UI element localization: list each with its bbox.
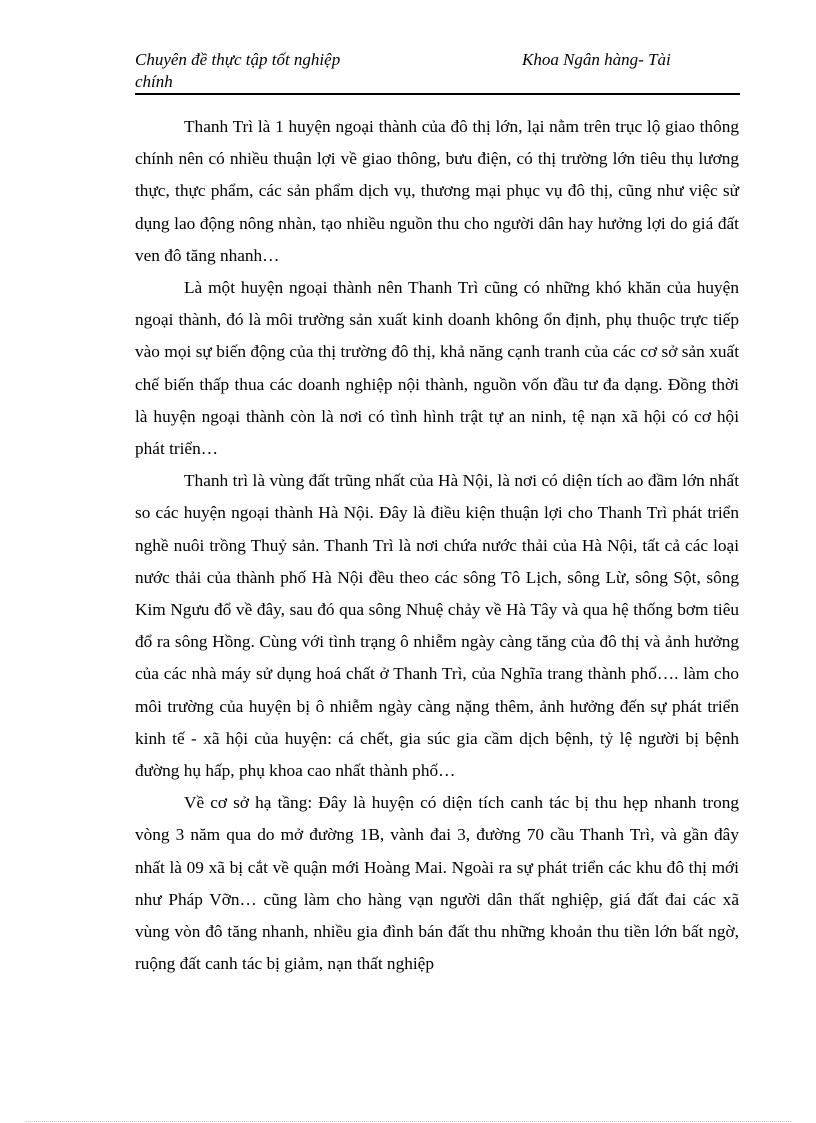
paragraph-1: Thanh Trì là 1 huyện ngoại thành của đô thị lớn, lại nằm trên trục lộ giao thông chính nên có nhiều thuận lợi về giao thông, bưu điện, có thị trường lớn tiêu thụ lương thực, thực phẩm, các sản phẩm dịch vụ, thương mại phục vụ đô thị, cũng như việc sử dụng lao động nông nhàn, tạo nhiều nguồn thu cho người dân hay hưởng lợi do giá đất ven đô tăng nhanh… [135,117,739,265]
paragraph-3: Thanh trì là vùng đất trũng nhất của Hà Nội, là nơi có diện tích ao đầm lớn nhất so các huyện ngoại thành Hà Nội. Đây là điều kiện thuận lợi cho Thanh Trì phát triển nghề nuôi trồng Thuỷ sản. Thanh Trì là nơi chứa nước thải của Hà Nội, tất cả các loại nước thải của thành phố Hà Nội đều theo các sông Tô Lịch, sông Lừ, sông Sột, sông Kim Ngưu đổ về đây, sau đó qua sông Nhuệ chảy về Hà Tây và qua hệ thống bơm tiêu đổ ra sông Hồng. Cùng với tình trạng ô nhiễm ngày càng tăng của đô thị và ảnh hưởng của các nhà máy sử dụng hoá chất ở Thanh Trì, của Nghĩa trang thành phố…. làm cho môi trường của huyện bị ô nhiễm ngày càng nặng thêm, ảnh hưởng đến sự phát triển kinh tế - xã hội của huyện: cá chết, gia súc gia cầm dịch bệnh, tỷ lệ người bị bệnh đường hụ hấp, phụ khoa cao nhất thành phố… [135,471,739,781]
header-thesis-title: Chuyên đề thực tập tốt nghiệp [135,50,341,69]
footer-divider [25,1121,791,1122]
paragraph-2: Là một huyện ngoại thành nên Thanh Trì cũng có những khó khăn của huyện ngoại thành, đó là môi trường sản xuất kinh doanh không ổn định, phụ thuộc trực tiếp vào mọi sự biến động của thị trường đô thị, khả năng cạnh tranh của các cơ sở sản xuất chế biến thấp thua các doanh nghiệp nội thành, nguồn vốn đầu tư đa dạng. Đồng thời là huyện ngoại thành còn là nơi có tình hình trật tự an ninh, tệ nạn xã hội có cơ hội phát triển… [135,278,739,459]
document-body [135,111,739,980]
paragraph-4: Về cơ sở hạ tầng: Đây là huyện có diện tích canh tác bị thu hẹp nhanh trong vòng 3 năm qua do mở đường 1B, vành đai 3, đường 70 cầu Thanh Trì, và gần đây nhất là 09 xã bị cắt về quận mới Hoàng Mai. Ngoài ra sự phát triển các khu đô thị mới như Pháp Vỡn… cũng làm cho hàng vạn người dân thất nghiệp, giá đất đai các xã vùng vòn đô tăng nhanh, nhiều gia đình bán đất thu những khoản thu tiền lớn bất ngờ, ruộng đất canh tác bị giảm, nạn thất nghiệp [135,793,739,974]
header-faculty-continued: chính [135,72,173,91]
page-header [135,49,740,95]
header-faculty: Khoa Ngân hàng- Tài [522,50,671,69]
